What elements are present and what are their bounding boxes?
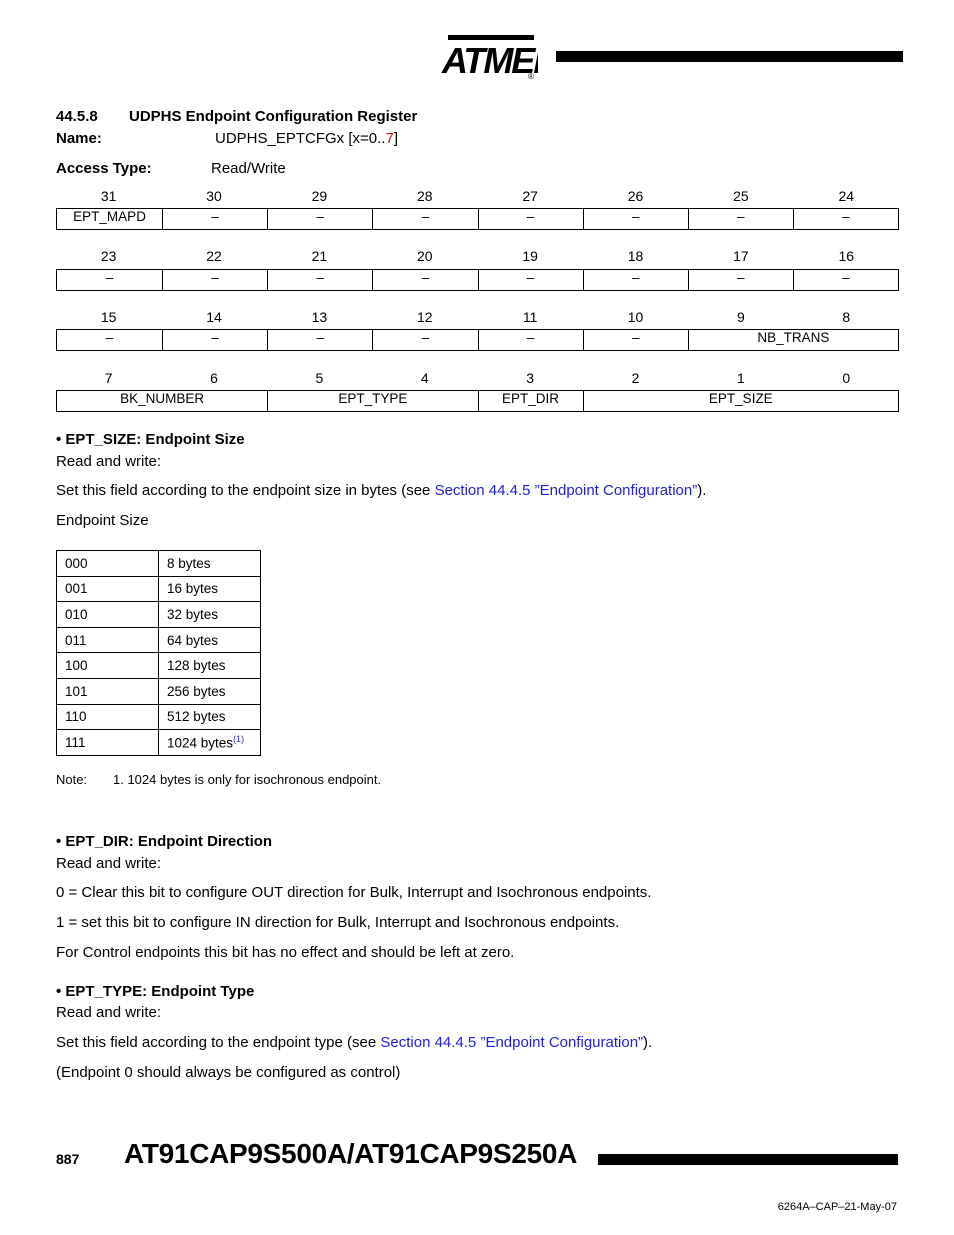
- bit-number: 27: [522, 188, 538, 204]
- register-field: –: [105, 330, 114, 345]
- register-field: –: [162, 270, 267, 290]
- register-field-ept-size: EPT_SIZE: [583, 391, 898, 411]
- table-row: [57, 551, 261, 577]
- atmel-logo-icon: [438, 33, 538, 81]
- ept-dir-heading: • EPT_DIR: Endpoint Direction: [56, 833, 273, 850]
- bit-number: 19: [522, 248, 538, 264]
- register-field: –: [267, 209, 372, 229]
- note-label: Note:: [56, 772, 88, 787]
- size-code: 001: [57, 576, 159, 602]
- bit-number: 21: [311, 248, 328, 264]
- name-value-prefix: UDPHS_EPTCFGx [x=0..: [215, 130, 386, 147]
- name-value-suffix: ]: [393, 130, 398, 147]
- ept-size-desc-suffix: ).: [697, 482, 707, 499]
- document-reference: 6264A–CAP–21-May-07: [777, 1201, 897, 1213]
- ept-dir-line-1: 1 = set this bit to configure IN direction for Bulk, Interrupt and Isochronous endpoints.: [56, 914, 620, 931]
- bit-number: 8: [842, 309, 851, 325]
- size-value: 16 bytes: [159, 576, 261, 602]
- register-field: –: [478, 270, 583, 290]
- bit-number: 25: [733, 188, 749, 204]
- register-field: –: [688, 209, 793, 229]
- bit-number: 5: [315, 370, 324, 386]
- bit-number: 2: [631, 370, 640, 386]
- bit-number: 28: [417, 188, 433, 204]
- bit-number: 17: [733, 248, 749, 264]
- register-field-ept-dir: EPT_DIR: [478, 391, 583, 411]
- register-field: –: [372, 270, 477, 290]
- register-field: –: [372, 330, 477, 350]
- table-row: [57, 704, 261, 730]
- register-field: –: [793, 270, 898, 290]
- register-field-ept-type: EPT_TYPE: [267, 391, 477, 411]
- note-text: 1. 1024 bytes is only for isochronous endpoint.: [113, 772, 382, 787]
- bit-number: 13: [311, 309, 328, 325]
- ept-dir-rw: Read and write:: [56, 855, 162, 872]
- ept-dir-line-2: For Control endpoints this bit has no effect and should be left at zero.: [56, 944, 515, 961]
- section-link[interactable]: Section 44.4.5 ”Endpoint Configuration”: [380, 1034, 644, 1051]
- register-row-2: [56, 329, 899, 351]
- size-value: 512 bytes: [159, 704, 261, 730]
- size-value: 128 bytes: [159, 653, 261, 679]
- ept-type-desc: [56, 1034, 652, 1051]
- register-row-1: [56, 269, 899, 291]
- bit-number: 24: [838, 188, 855, 204]
- table-row: [57, 627, 261, 653]
- bit-number: 26: [627, 188, 644, 204]
- size-code: 010: [57, 602, 159, 628]
- bit-number: 29: [311, 188, 328, 204]
- size-value: 64 bytes: [159, 627, 261, 653]
- register-field: –: [583, 270, 688, 290]
- bit-numbers-row-1: [56, 248, 899, 266]
- bit-numbers-row-3: [56, 370, 899, 388]
- size-code: 101: [57, 678, 159, 704]
- register-field: –: [583, 209, 688, 229]
- register-field: –: [793, 209, 898, 229]
- size-code: 111: [57, 730, 159, 756]
- footnote: [56, 772, 381, 787]
- bit-number: 14: [206, 309, 222, 325]
- atmel-logo: [438, 33, 538, 81]
- section-link[interactable]: Section 44.4.5 ”Endpoint Configuration”: [434, 482, 698, 499]
- table-row: [57, 678, 261, 704]
- register-field: –: [583, 330, 688, 350]
- logo-text: ATME: [442, 40, 534, 81]
- bit-number: 23: [100, 248, 117, 264]
- bit-number: 18: [627, 248, 644, 264]
- name-label: Name:: [56, 130, 102, 147]
- table-row: [57, 730, 261, 756]
- ept-type-heading: • EPT_TYPE: Endpoint Type: [56, 983, 255, 1000]
- register-field-nb-trans: NB_TRANS: [688, 330, 898, 350]
- ept-size-rw: Read and write:: [56, 453, 162, 470]
- endpoint-size-table: [56, 550, 261, 756]
- name-value-highlight: 7: [385, 130, 394, 147]
- size-value-text: 1024 bytes: [167, 735, 234, 751]
- bit-number: 3: [526, 370, 535, 386]
- register-field: –: [162, 330, 267, 350]
- register-row-3: [56, 390, 899, 412]
- bit-number: 16: [838, 248, 855, 264]
- register-field-bk-number: BK_NUMBER: [120, 391, 205, 406]
- bit-number: 1: [737, 370, 745, 386]
- bit-number: 9: [737, 309, 745, 325]
- bit-number: 7: [104, 370, 113, 386]
- register-field: –: [372, 209, 477, 229]
- bit-number: 4: [420, 370, 429, 386]
- register-field: –: [478, 209, 583, 229]
- name-value: [215, 130, 398, 147]
- bit-number: 15: [100, 309, 117, 325]
- table-row: [57, 576, 261, 602]
- bit-number: 0: [842, 370, 851, 386]
- register-field: –: [267, 270, 372, 290]
- section-heading: UDPHS Endpoint Configuration Register: [129, 108, 418, 125]
- register-field: –: [267, 330, 372, 350]
- ept-type-line-2: (Endpoint 0 should always be configured as control): [56, 1064, 401, 1081]
- registered-mark: ®: [528, 72, 534, 81]
- register-field: –: [105, 270, 114, 285]
- bit-number: 30: [206, 188, 222, 204]
- ept-type-rw: Read and write:: [56, 1004, 162, 1021]
- size-value: 32 bytes: [159, 602, 261, 628]
- ept-size-desc: [56, 482, 706, 499]
- bit-number: 22: [206, 248, 222, 264]
- register-row-0: [56, 208, 899, 230]
- bit-number: 20: [417, 248, 433, 264]
- bit-numbers-row-2: [56, 309, 899, 327]
- bit-number: 12: [417, 309, 433, 325]
- access-type-label: Access Type:: [56, 160, 152, 177]
- bit-number: 10: [627, 309, 644, 325]
- size-code: 100: [57, 653, 159, 679]
- size-value: [159, 730, 261, 756]
- footnote-link[interactable]: (1): [233, 734, 245, 745]
- bit-numbers-row-0: [56, 188, 899, 206]
- register-field: –: [478, 330, 583, 350]
- table-row: [57, 653, 261, 679]
- register-field: –: [688, 270, 793, 290]
- ept-dir-line-0: 0 = Clear this bit to configure OUT direction for Bulk, Interrupt and Isochronous endpoints.: [56, 884, 652, 901]
- header-bar: [556, 51, 903, 62]
- document-title: AT91CAP9S500A/AT91CAP9S250A: [124, 1138, 578, 1169]
- register-field: –: [162, 209, 267, 229]
- ept-type-desc-prefix: Set this field according to the endpoint type (see: [56, 1034, 381, 1051]
- bit-number: 6: [210, 370, 218, 386]
- page-number: 887: [56, 1151, 80, 1167]
- ept-size-heading: • EPT_SIZE: Endpoint Size: [56, 431, 245, 448]
- ept-type-desc-suffix: ).: [643, 1034, 653, 1051]
- register-field: EPT_MAPD: [73, 209, 146, 224]
- bit-number: 11: [522, 309, 538, 325]
- section-number: 44.5.8: [56, 108, 98, 125]
- access-type-value: Read/Write: [211, 160, 286, 177]
- size-value: 8 bytes: [159, 551, 261, 577]
- size-value: 256 bytes: [159, 678, 261, 704]
- ept-size-table-caption: Endpoint Size: [56, 512, 149, 529]
- section-title: [56, 108, 417, 125]
- size-code: 000: [57, 551, 159, 577]
- bit-number: 31: [100, 188, 117, 204]
- ept-size-desc-prefix: Set this field according to the endpoint size in bytes (see: [56, 482, 435, 499]
- size-code: 011: [57, 627, 159, 653]
- size-code: 110: [57, 704, 159, 730]
- table-row: [57, 602, 261, 628]
- footer-bar: [598, 1154, 898, 1165]
